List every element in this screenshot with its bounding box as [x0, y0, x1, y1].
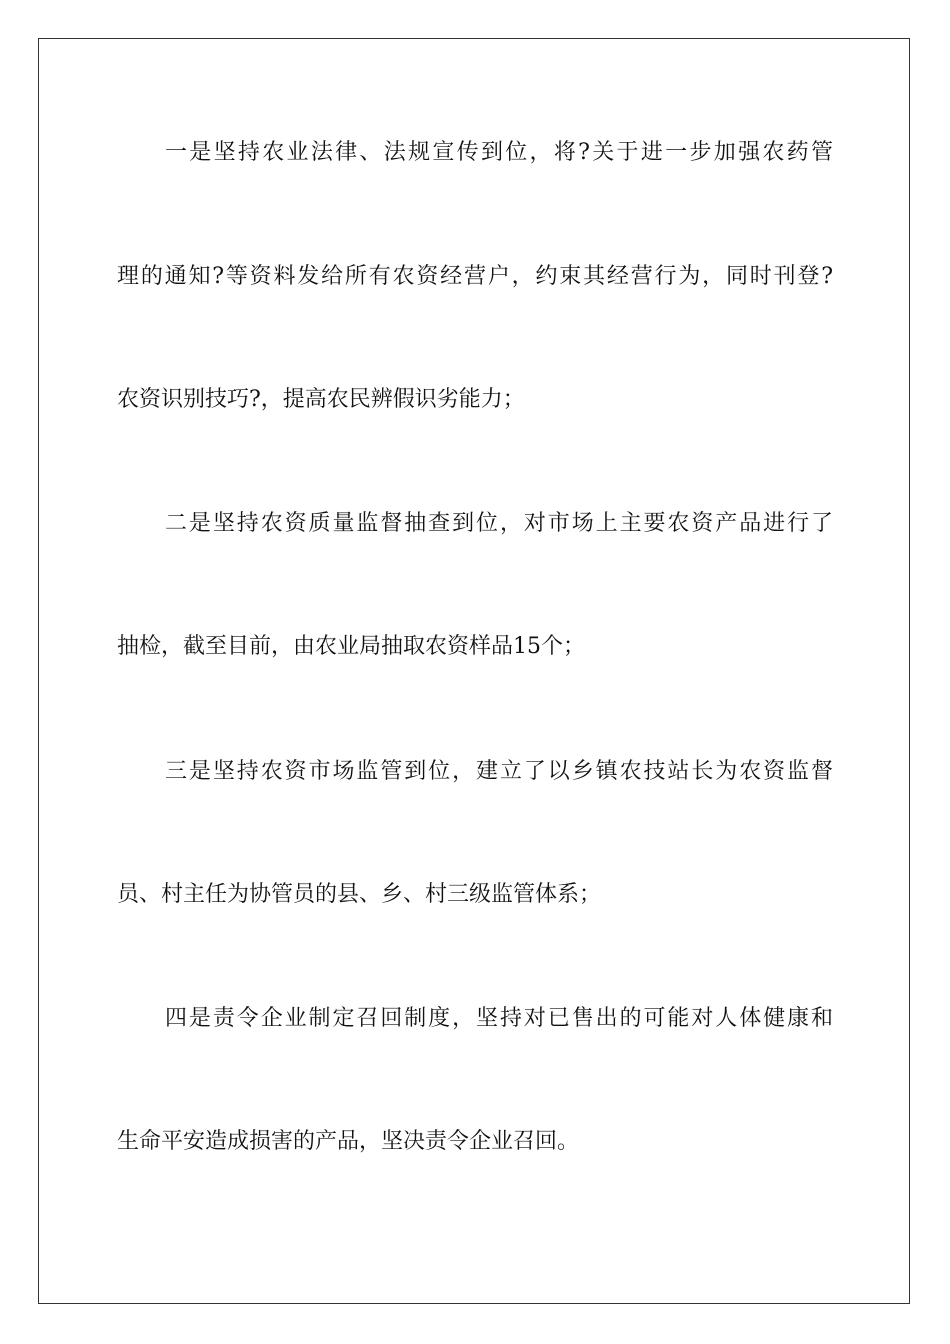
paragraph-4-line-2: 生命平安造成损害的产品，坚决责令企业召回。 [117, 1129, 580, 1154]
paragraph-1-line-3: 农资识别技巧?，提高农民辨假识劣能力； [117, 387, 525, 412]
paragraph-3-line-1: 三是坚持农资市场监管到位，建立了以乡镇农技站长为农资监督 [165, 759, 833, 784]
paragraph-2-line-2: 抽检，截至目前，由农业局抽取农资样品15个； [117, 634, 585, 659]
paragraph-4-line-1: 四是责令企业制定召回制度，坚持对已售出的可能对人体健康和 [165, 1006, 833, 1031]
page-border [38, 38, 910, 1304]
paragraph-1-line-1: 一是坚持农业法律、法规宣传到位，将?关于进一步加强农药管 [165, 140, 833, 165]
paragraph-2-line-1: 二是坚持农资质量监督抽查到位，对市场上主要农资产品进行了 [165, 511, 833, 536]
paragraph-1-line-2: 理的通知?等资料发给所有农资经营户，约束其经营行为，同时刊登? [117, 264, 833, 289]
paragraph-3-line-2: 员、村主任为协管员的县、乡、村三级监管体系； [117, 882, 602, 907]
